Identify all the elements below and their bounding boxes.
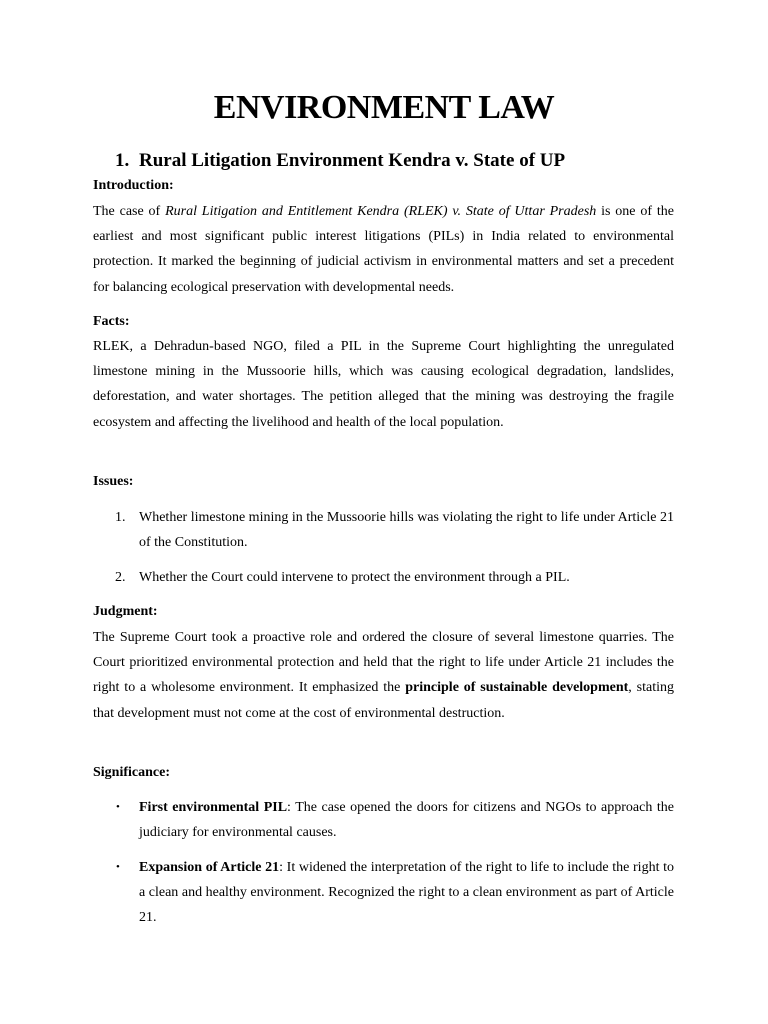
- judgment-text-before: The Supreme Court took a proactive role and ordered the closure of several limestone quarries. The Court prioritized environmental protection and held that the right to life under Article 21 includes the right to a wholesome environment. It emphasized the: [93, 630, 674, 696]
- issue-marker: 2.: [115, 570, 126, 585]
- facts-label: Facts:: [93, 314, 130, 329]
- section-heading: [115, 148, 565, 174]
- document-title: ENVIRONMENT LAW: [213, 89, 555, 126]
- significance-item: [139, 795, 674, 845]
- issue-item: Whether the Court could intervene to protect the environment through a PIL.: [139, 570, 570, 585]
- issue-marker: 1.: [115, 510, 126, 525]
- section-title: Rural Litigation Environment Kendra v. State of UP: [139, 150, 566, 171]
- introduction-text-before: The case of: [93, 204, 166, 219]
- significance-term: First environmental PIL: [139, 800, 288, 815]
- introduction-paragraph: [93, 199, 674, 300]
- sustainable-development-emphasis: principle of sustainable development: [405, 680, 629, 696]
- significance-label: Significance:: [93, 765, 170, 780]
- significance-term: Expansion of Article 21: [139, 860, 280, 875]
- significance-text: : It widened the interpretation of the right to life to include the right to a clean and healthy environment. Recognized the right to a clean environment as part of Article 21.: [139, 860, 675, 926]
- issue-item: Whether limestone mining in the Mussoorie hills was violating the right to life under Article 21 of the Constitution.: [139, 510, 674, 551]
- facts-paragraph: RLEK, a Dehradun-based NGO, filed a PIL in the Supreme Court highlighting the unregulated limestone mining in the Mussoorie hills, which was causing ecological degradation, landslides, deforestation, and water shortages. The petition alleged that the mining was destroying the fragile ecosystem and affecting the livelihood and health of the local population.: [93, 339, 674, 430]
- introduction-label: Introduction:: [93, 178, 174, 193]
- significance-text: : The case opened the doors for citizens and NGOs to approach the judiciary for environmental causes.: [139, 800, 674, 841]
- bullet-icon: •: [116, 801, 120, 813]
- judgment-label: Judgment:: [93, 604, 158, 619]
- section-number: 1.: [115, 150, 130, 171]
- issues-label: Issues:: [93, 474, 134, 489]
- significance-item: [139, 855, 674, 931]
- judgment-text-after: , stating that development must not come at the cost of environmental destruction.: [93, 680, 674, 721]
- bullet-icon: •: [116, 861, 120, 873]
- introduction-text-after: is one of the earliest and most significant public interest litigations (PILs) in India related to environmental protection. It marked the beginning of judicial activism in environmental matters and set a precedent for balancing ecological preservation with developmental needs.: [93, 204, 674, 295]
- judgment-paragraph: [93, 625, 674, 726]
- case-name: Rural Litigation and Entitlement Kendra (RLEK) v. State of Uttar Pradesh: [165, 204, 597, 219]
